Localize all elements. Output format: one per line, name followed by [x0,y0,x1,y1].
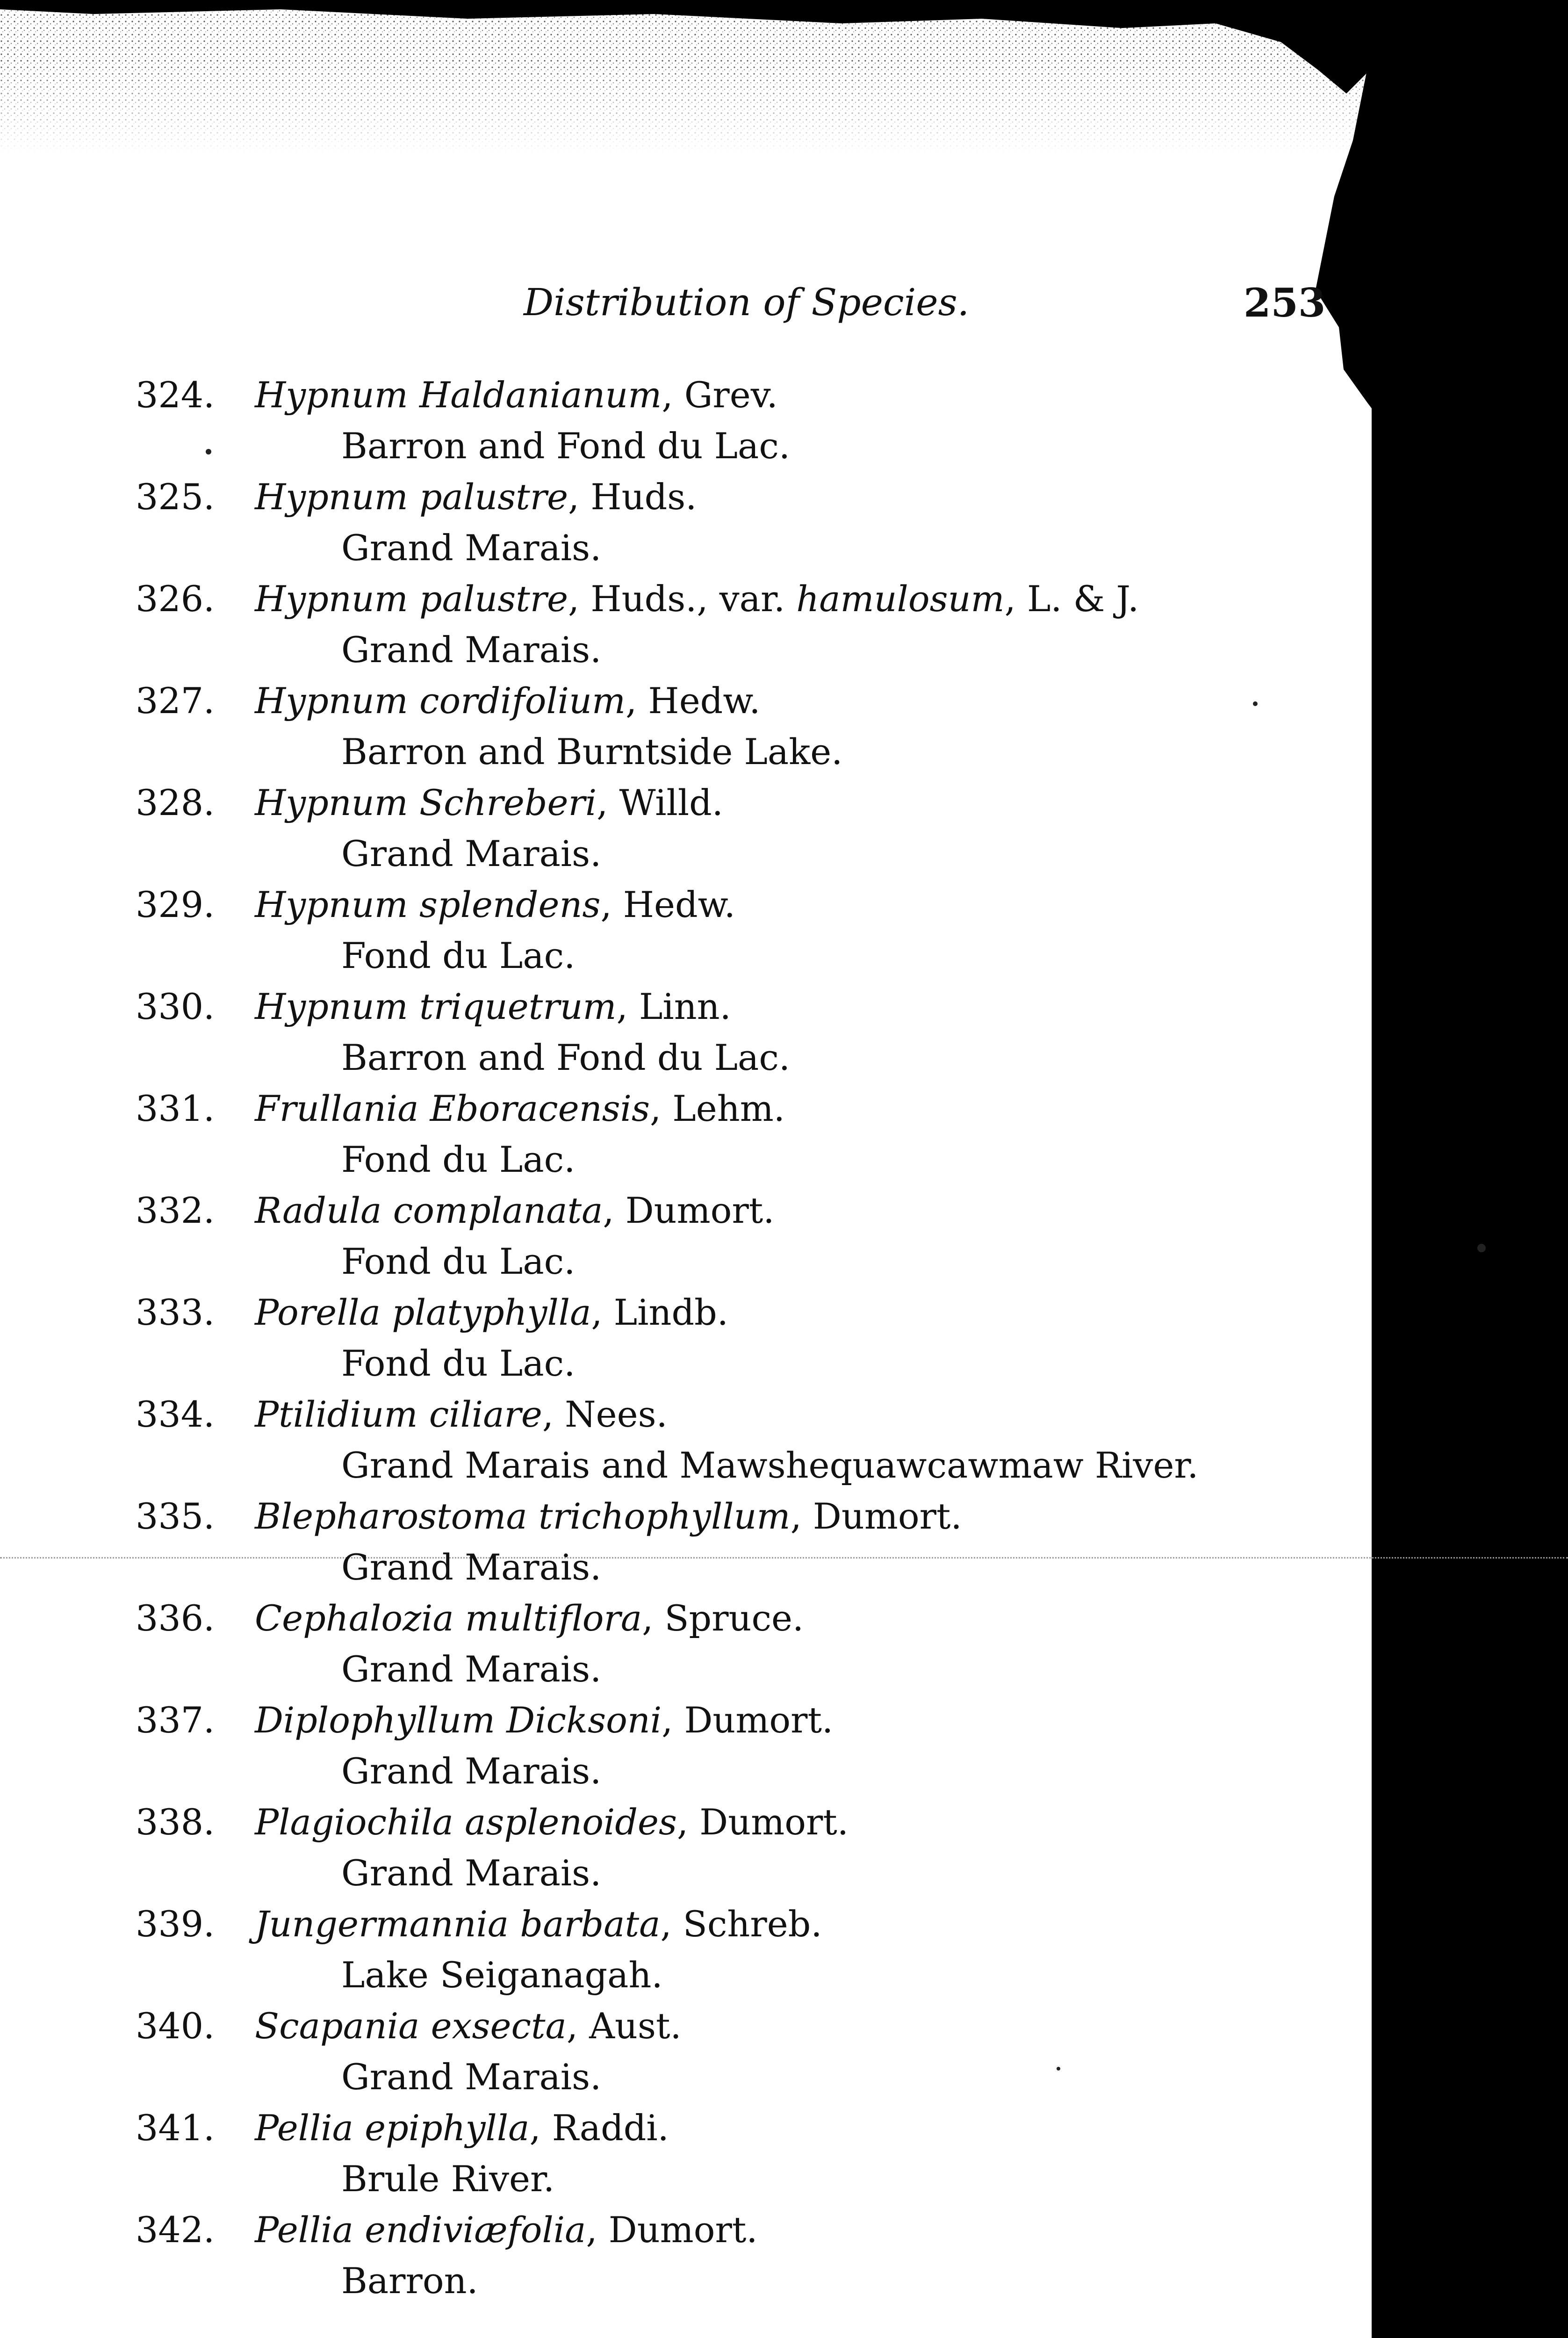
species-name: Plagiochila asplenoides [255,1801,677,1843]
species-authority: , Dumort. [790,1495,962,1537]
entry-number: 332. [136,1190,215,1231]
entry-number: 334. [136,1393,215,1435]
scan-edge-curve [1287,0,1381,421]
species-line [255,1491,962,1542]
species-line [255,1185,774,1236]
entry-number: 327. [136,680,215,722]
entry-number: 336. [136,1597,215,1639]
species-entry [0,2000,1379,2102]
entry-number: 341. [136,2107,215,2149]
locality: Grand Marais. [341,833,602,874]
species-authority: , Huds., var. [568,578,797,620]
species-name: Hypnum cordifolium [255,680,626,722]
species-name: Frullania Eboracensis [255,1088,650,1129]
species-line [255,1287,728,1338]
species-entry [0,1898,1379,2000]
species-authority: , Grev. [662,374,778,416]
species-authority: , Linn. [616,986,731,1027]
species-authority: , Nees. [542,1393,668,1435]
species-name: Hypnum palustre [255,578,568,620]
species-authority: , Lehm. [649,1088,785,1129]
species-name: Hypnum triquetrum [255,986,617,1027]
species-name: Porella platyphylla [255,1292,591,1333]
species-entry [0,2204,1379,2306]
species-authority: , Huds. [568,476,697,518]
species-authority: , Willd. [597,782,723,823]
species-name: Hypnum Haldanianum [255,374,662,416]
species-line [255,2102,669,2153]
species-line [255,2204,758,2255]
page-number: 253 [1244,280,1326,326]
species-entry [0,1491,1379,1593]
variety-name: hamulosum [796,578,1005,620]
entry-number: 335. [136,1495,215,1537]
entry-number: 331. [136,1088,215,1129]
entry-number: 340. [136,2005,215,2047]
species-authority: , Dumort. [586,2209,758,2251]
species-entry [0,777,1379,879]
species-authority: , Dumort. [603,1190,775,1231]
species-line [255,675,761,726]
species-name: Scapania exsecta [255,2005,567,2047]
species-entry [0,1287,1379,1389]
species-name: Radula complanata [255,1190,603,1231]
species-line [255,1695,833,1746]
locality: Fond du Lac. [341,1241,575,1282]
species-entry [0,573,1379,675]
species-entry [0,879,1379,981]
species-name: Hypnum palustre [255,476,568,518]
entry-number: 326. [136,578,215,620]
locality: Grand Marais. [341,527,602,569]
species-name: Ptilidium ciliare [255,1393,542,1435]
locality: Barron. [341,2260,478,2302]
species-name: Hypnum Schreberi [255,782,597,823]
species-name: Diplophyllum Dicksoni [255,1699,662,1741]
entry-number: 333. [136,1292,215,1333]
species-entry [0,675,1379,777]
species-list [0,369,1379,2306]
locality: Grand Marais and Mawshequawcawmaw River. [341,1444,1199,1486]
running-header-title: Distribution of Species. [524,281,970,324]
entry-number: 337. [136,1699,215,1741]
species-line [255,981,731,1032]
entry-number: 329. [136,884,215,925]
locality: Barron and Fond du Lac. [341,425,791,467]
species-name: Hypnum splendens [255,884,601,925]
locality: Grand Marais. [341,1546,602,1588]
entry-number: 342. [136,2209,215,2251]
species-line [255,471,697,522]
locality: Grand Marais. [341,1852,602,1894]
entry-number: 339. [136,1903,215,1945]
species-entry [0,1185,1379,1287]
scan-right-edge-shadow [1372,0,1568,2338]
species-authority: , Aust. [566,2005,682,2047]
species-line [255,1593,804,1644]
species-name: Cephalozia multiflora [255,1597,642,1639]
locality: Barron and Burntside Lake. [341,731,843,772]
species-authority: , Dumort. [676,1801,849,1843]
species-name: Jungermannia barbata [255,1903,661,1945]
species-entry [0,1593,1379,1695]
species-authority: , Raddi. [529,2107,669,2149]
species-line [255,1083,785,1134]
locality: Grand Marais. [341,629,602,671]
locality: Brule River. [341,2158,555,2200]
species-line [255,573,1139,624]
species-entry [0,1389,1379,1491]
species-line [255,1797,849,1847]
locality: Fond du Lac. [341,1139,575,1180]
variety-authority: , L. & J. [1004,578,1139,620]
species-entry [0,1797,1379,1898]
species-line [255,1389,668,1440]
locality: Barron and Fond du Lac. [341,1037,791,1078]
species-entry [0,1695,1379,1797]
species-line [255,1898,822,1949]
entry-number: 338. [136,1801,215,1843]
species-entry [0,1083,1379,1185]
ink-speck [1477,1244,1486,1252]
entry-number: 324. [136,374,215,416]
species-authority: , Lindb. [591,1292,728,1333]
locality: Grand Marais. [341,1648,602,1690]
species-authority: , Schreb. [660,1903,822,1945]
species-authority: , Hedw. [626,680,761,722]
species-authority: , Dumort. [662,1699,834,1741]
species-entry [0,369,1379,471]
locality: Fond du Lac. [341,935,575,976]
locality: Grand Marais. [341,2056,602,2098]
species-authority: , Hedw. [600,884,735,925]
species-line [255,369,778,420]
species-line [255,777,723,828]
locality: Lake Seiganagah. [341,1954,663,1996]
locality: Fond du Lac. [341,1342,575,1384]
species-entry [0,981,1379,1083]
species-line [255,879,735,930]
species-name: Blepharostoma trichophyllum [255,1495,791,1537]
species-entry [0,471,1379,573]
species-name: Pellia endiviæfolia [255,2209,586,2251]
entry-number: 325. [136,476,215,518]
species-entry [0,2102,1379,2204]
entry-number: 328. [136,782,215,823]
locality: Grand Marais. [341,1750,602,1792]
species-authority: , Spruce. [642,1597,804,1639]
species-name: Pellia epiphylla [255,2107,530,2149]
entry-number: 330. [136,986,215,1027]
species-line [255,2000,682,2051]
